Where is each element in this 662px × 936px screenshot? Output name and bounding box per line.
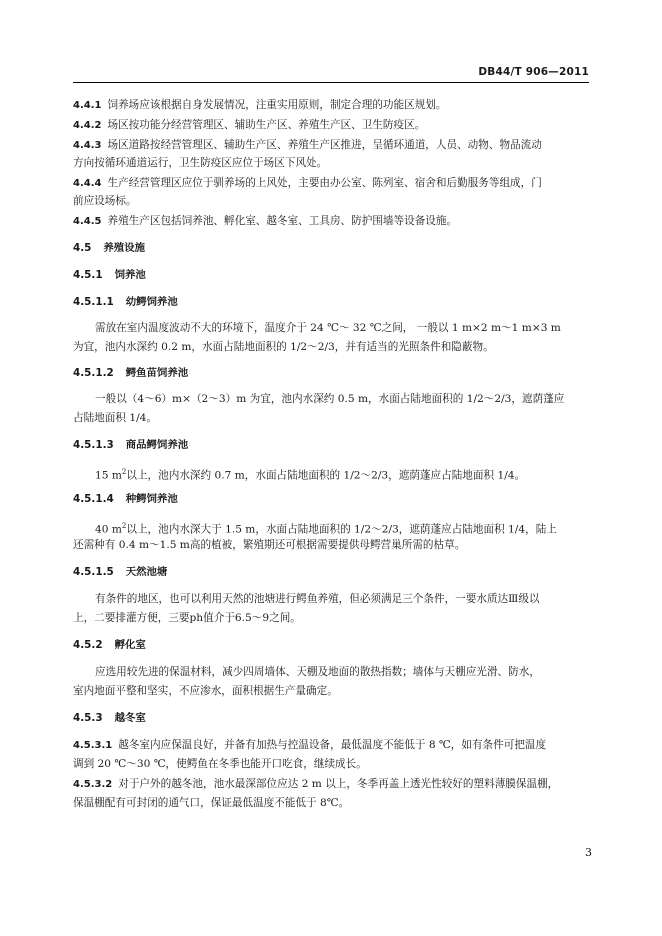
section-title: 养殖设施	[103, 242, 145, 254]
section-title: 孵化室	[114, 639, 146, 651]
section-4-5-1-5-heading	[73, 563, 167, 581]
page-number: 3	[585, 846, 592, 859]
paragraph-line: 上，二要排灌方便，三要ph值介于6.5～9之间。	[73, 612, 301, 624]
clause-number: 4.4.2	[73, 120, 102, 131]
clause-4-4-3	[73, 136, 542, 155]
area-value: 40 m	[95, 523, 122, 536]
paragraph-text: 以上，池内水深约 0.7 m，水面占陆地面积的 1/2～2/3，遮荫蓬应占陆地面积 1/4。	[126, 469, 526, 482]
section-number: 4.5.1.3	[73, 439, 114, 451]
section-title: 鳄鱼苗饲养池	[125, 367, 189, 379]
section-number: 4.5	[73, 242, 92, 254]
section-title: 饲养池	[114, 269, 146, 281]
paragraph-line: 需放在室内温度波动不大的环境下，温度介于 24 ℃～ 32 ℃之间， 一般以 1 m×2 m～1 m×3 m	[95, 322, 561, 334]
clause-4-4-4	[73, 174, 542, 193]
paragraph-line: 应选用较先进的保温材料，减少四周墙体、天棚及地面的散热指数；墙体与天棚应光滑、防水，	[95, 666, 540, 678]
clause-text: 对于户外的越冬池，池水最深部位应达 2 m 以上，冬季再盖上透光性较好的塑料薄膜保温棚，	[118, 778, 559, 790]
clause-number: 4.5.3.2	[73, 779, 113, 790]
clause-4-5-3-1	[73, 736, 546, 755]
section-number: 4.5.1	[73, 269, 103, 281]
paragraph-line: 还需种有 0.4 m～1.5 m高的植被，繁殖期还可根据需要提供母鳄营巢所需的枯草。	[73, 539, 466, 551]
paragraph-line: 有条件的地区，也可以利用天然的池塘进行鳄鱼养殖，但必须满足三个条件，一要水质达Ⅲ级以	[95, 593, 540, 605]
section-4-5-1-3-heading	[73, 436, 188, 454]
clause-4-4-3-cont: 方向按循环通道运行，卫生防疫区应位于场区下风处。	[73, 157, 328, 169]
clause-number: 4.5.3.1	[73, 740, 113, 751]
clause-4-4-1	[73, 96, 446, 115]
header-rule	[73, 82, 589, 83]
clause-text: 饲养场应该根据自身发展情况，注重实用原则，制定合理的功能区规划。	[107, 99, 447, 111]
paragraph-line: 为宜，池内水深约 0.2 m，水面占陆地面积的 1/2～2/3，并有适当的光照条件和隐蔽物。	[73, 341, 494, 353]
clause-text: 越冬室内应保温良好，并备有加热与控温设备，最低温度不能低于 8 ℃，如有条件可把温度	[118, 739, 547, 751]
section-title: 商品鳄饲养池	[125, 439, 189, 451]
clause-text: 生产经营管理区应位于驯养场的上风处，主要由办公室、陈列室、宿舍和后勤服务等组成，门	[107, 177, 542, 189]
clause-text: 场区按功能分经营管理区、辅助生产区、养殖生产区、卫生防疫区。	[107, 119, 426, 131]
area-value: 15 m	[95, 469, 122, 482]
section-4-5-heading	[73, 239, 145, 257]
section-number: 4.5.1.5	[73, 566, 114, 578]
section-title: 越冬室	[114, 712, 146, 724]
section-4-5-1-4-heading	[73, 490, 178, 508]
clause-number: 4.4.1	[73, 100, 102, 111]
clause-4-5-3-2	[73, 775, 558, 794]
superscript: 2	[121, 468, 127, 476]
section-title: 幼鳄饲养池	[125, 296, 178, 308]
clause-4-4-4-cont: 前应设场标。	[73, 195, 137, 207]
section-4-5-1-2-heading	[73, 364, 188, 382]
section-number: 4.5.1.4	[73, 493, 114, 505]
section-number: 4.5.1.2	[73, 367, 114, 379]
paragraph-text: 以上，池内水深大于 1.5 m，水面占陆地面积的 1/2～2/3，遮荫蓬应占陆地面积 1/4，陆上	[126, 523, 557, 536]
paragraph-line: 一般以（4～6）m×（2～3）m 为宜，池内水深约 0.5 m，水面占陆地面积的 1/2～2/3，遮荫蓬应	[95, 393, 565, 405]
section-4-5-2-heading	[73, 636, 146, 654]
superscript: 2	[121, 522, 127, 530]
section-4-5-3-heading	[73, 709, 146, 727]
clause-4-5-3-2-cont: 保温棚配有可封闭的通气口，保证最低温度不能低于 8℃。	[73, 797, 350, 809]
clause-4-5-3-1-cont: 调到 20 ℃～30 ℃，使鳄鱼在冬季也能开口吃食，继续成长。	[73, 758, 367, 770]
section-title: 天然池塘	[125, 566, 168, 578]
clause-4-4-5	[73, 212, 457, 231]
clause-number: 4.4.5	[73, 216, 102, 227]
paragraph-line	[95, 463, 525, 485]
section-number: 4.5.1.1	[73, 296, 114, 308]
clause-number: 4.4.3	[73, 140, 102, 151]
paragraph-line: 室内地面平整和坚实，不应渗水，面积根据生产量确定。	[73, 685, 338, 697]
section-4-5-1-heading	[73, 266, 146, 284]
paragraph-line: 占陆地面积 1/4。	[73, 412, 157, 424]
section-number: 4.5.3	[73, 712, 103, 724]
section-4-5-1-1-heading	[73, 293, 178, 311]
clause-4-4-2	[73, 116, 425, 135]
clause-text: 养殖生产区包括饲养池、孵化室、越冬室、工具房、防护围墙等设备设施。	[107, 215, 458, 227]
header-doc-code: DB44/T 906—2011	[478, 66, 589, 78]
section-number: 4.5.2	[73, 639, 103, 651]
section-title: 种鳄饲养池	[125, 493, 178, 505]
clause-text: 场区道路按经营管理区、辅助生产区、养殖生产区推进，呈循环通道，人员、动物、物品流动	[107, 139, 542, 151]
clause-number: 4.4.4	[73, 178, 102, 189]
